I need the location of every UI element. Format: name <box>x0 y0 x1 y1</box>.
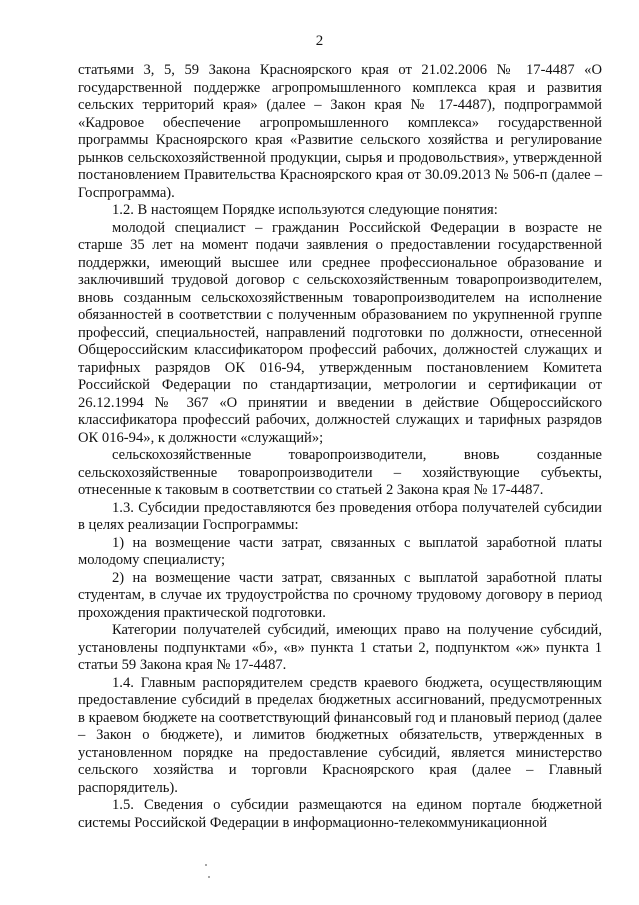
scan-speck <box>208 876 210 878</box>
paragraph-young-specialist-definition: молодой специалист – гражданин Российской Федерации в возрасте не старше 35 лет на момент подачи заявления о предоставлении государственной поддержки, имеющий высшее или среднее профессиональное образование и заключивший трудовой договор с сельскохозяйственным товаропроизводителем, вновь созданным сельскохозяйственным товаропроизводителем на исполнение обязанностей в соответствии с полученным образованием по укрупненной группе профессий, специальностей, направлений подготовки по должности, отнесенной Общероссийским классификатором профессий рабочих, должностей служащих и тарифных разрядов ОК 016-94, утвержденным постановлением Комитета Российской Федерации по стандартизации, метрологии и сертификации от 26.12.1994 № 367 «О принятии и введении в действие Общероссийского классификатора профессий рабочих, должностей служащих и тарифных разрядов ОК 016-94», к должности «служащий»; <box>78 219 602 446</box>
paragraph-item-1: 1) на возмещение части затрат, связанных с выплатой заработной платы молодому специалисту; <box>78 534 602 568</box>
paragraph-1-5: 1.5. Сведения о субсидии размещаются на едином портале бюджетной системы Российской Федерации в информационно-телекоммуникационной <box>78 797 602 831</box>
paragraph-1-2: 1.2. В настоящем Порядке используются следующие понятия: <box>112 202 498 218</box>
paragraph-1-3: 1.3. Субсидии предоставляются без проведения отбора получателей субсидии в целях реализации Госпрограммы: <box>78 499 602 533</box>
paragraph-intro-continuation: статьями 3, 5, 59 Закона Красноярского края от 21.02.2006 № 17-4487 «О государственной поддержке агропромышленного комплекса края и развития сельских территорий края» (далее – Закон края № 17-4487), подпрограммой «Кадровое обеспечение агропромышленного комплекса» государственной программы Красноярского края «Развитие сельского хозяйства и регулирование рынков сельскохозяйственной продукции, сырья и продовольствия», утвержденной постановлением Правительства Красноярского края от 30.09.2013 № 506-п (далее – Госпрограмма). <box>78 62 602 201</box>
paragraph-1-4: 1.4. Главным распорядителем средств краевого бюджета, осуществляющим предоставление субсидий в пределах бюджетных ассигнований, предусмотренных в краевом бюджете на соответствующий финансовый год и плановый период (далее – Закон о бюджете), и лимитов бюджетных обязательств, утвержденных в установленном порядке на предоставление субсидий, является министерство сельского хозяйства и торговли Красноярского края (далее – Главный распорядитель). <box>78 674 602 796</box>
page-number: 2 <box>315 33 324 49</box>
paragraph-item-2: 2) на возмещение части затрат, связанных с выплатой заработной платы студентам, в случае их трудоустройства по срочному трудовому договору в период прохождения практической подготовки. <box>78 569 602 621</box>
document-body <box>78 62 602 832</box>
scan-speck <box>205 864 207 866</box>
paragraph-recipient-categories: Категории получателей субсидий, имеющих право на получение субсидий, установлены подпунктами «б», «в» пункта 1 статьи 2, подпунктом «ж» пункта 1 статьи 59 Закона края № 17-4487. <box>78 622 602 673</box>
paragraph-producers-definition: сельскохозяйственные товаропроизводители, вновь созданные сельскохозяйственные товаропроизводители – хозяйствующие субъекты, отнесенные к таковым в соответствии со статьей 2 Закона края № 17-4487. <box>78 447 602 498</box>
